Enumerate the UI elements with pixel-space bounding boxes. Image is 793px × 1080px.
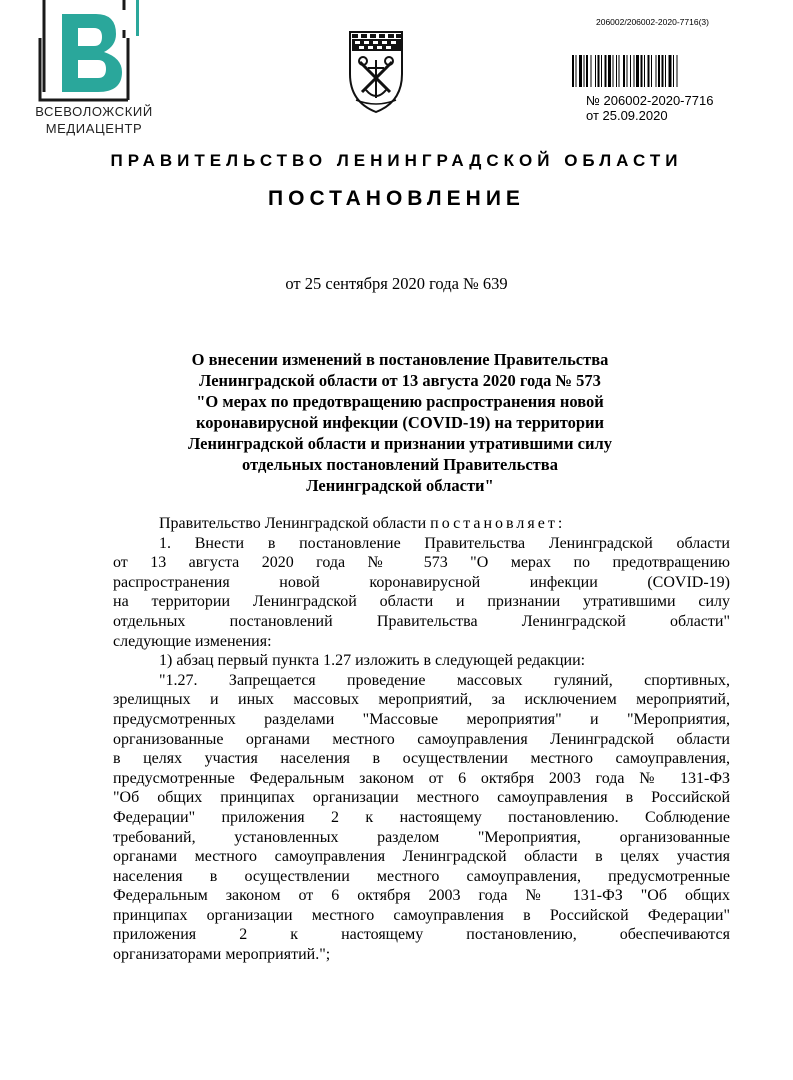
document-code: 206002/206002-2020-7716(3) — [596, 17, 709, 27]
body-line: Федерации" приложения 2 к настоящему постановлению. Соблюдение — [113, 808, 730, 826]
body-line: "Об общих принципах организации местного самоуправления в Российской — [113, 789, 730, 807]
body-line: приложения 2 к настоящему постановлению, обеспечиваются — [113, 926, 730, 944]
body-line: на территории Ленинградской области и признании утратившими силу — [113, 593, 730, 611]
subject-line: Ленинградской области" — [306, 476, 494, 495]
body-line: в целях участия населения в осуществлении местного самоуправления, — [113, 750, 730, 768]
body-line: принципах организации местного самоуправления в Российской Федерации" — [113, 906, 730, 924]
registration-number: № 206002-2020-7716 — [586, 93, 714, 108]
body-line: отдельных постановлений Правительства Ленинградской области" — [113, 612, 730, 630]
body-line: требований, установленных разделом "Мероприятия, организованные — [113, 828, 730, 846]
subject-line: О внесении изменений в постановление Правительства — [191, 350, 609, 369]
body-line: от 13 августа 2020 года № 573 "О мерах по предотвращению — [113, 554, 730, 572]
document-subject — [100, 349, 700, 496]
subject-line: коронавирусной инфекции (COVID-19) на территории — [195, 413, 605, 432]
body-line: предусмотренных разделами "Массовые мероприятия" и "Мероприятия, — [113, 710, 730, 728]
registration-date: от 25.09.2020 — [586, 108, 668, 123]
body-line: органами местного самоуправления Ленинградской области в целях участия — [113, 848, 730, 866]
leningrad-oblast-coat-of-arms-icon — [346, 28, 406, 114]
body-line: предусмотренные Федеральным законом от 6 октября 2003 года № 131-ФЗ — [113, 769, 730, 787]
preamble — [113, 514, 730, 534]
mediacenter-logo-icon — [36, 0, 142, 102]
body-line: Федеральным законом от 6 октября 2003 года № 131-ФЗ "Об общих — [113, 887, 730, 905]
body-line: организованные органами местного самоуправления Ленинградской области — [113, 730, 730, 748]
body-line: распространения новой коронавирусной инфекции (COVID-19) — [113, 573, 730, 591]
body-line: 1) абзац первый пункта 1.27 изложить в следующей редакции: — [159, 652, 586, 670]
body-line: "1.27. Запрещается проведение массовых гуляний, спортивных, — [159, 671, 730, 689]
body-line: 1. Внести в постановление Правительства Ленинградской области — [159, 534, 730, 552]
document-date-number: от 25 сентября 2020 года № 639 — [285, 274, 508, 293]
body-line: следующие изменения: — [113, 632, 272, 650]
logo-text-line2: МЕДИАЦЕНТР — [45, 121, 143, 136]
preamble-text: Правительство Ленинградской области — [159, 515, 427, 532]
subject-line: отдельных постановлений Правительства — [242, 455, 558, 474]
document-type: ПОСТАНОВЛЕНИЕ — [268, 187, 525, 210]
body-line: населения в осуществлении местного самоуправления, предусмотренные — [113, 867, 730, 885]
body-line: организаторами мероприятий."; — [113, 946, 331, 964]
government-title: ПРАВИТЕЛЬСТВО ЛЕНИНГРАДСКОЙ ОБЛАСТИ — [110, 151, 683, 170]
logo-text-line1: ВСЕВОЛОЖСКИЙ — [35, 104, 153, 119]
document-body — [113, 514, 730, 965]
coat-of-arms-emblem — [346, 28, 406, 119]
preamble-decree-word: постановляет: — [430, 515, 566, 532]
subject-line: Ленинградской области и признании утратившими силу — [187, 434, 613, 453]
subject-line: Ленинградской области от 13 августа 2020 года № 573 — [199, 371, 601, 390]
body-line: зрелищных и иных массовых мероприятий, за исключением мероприятий, — [113, 691, 730, 709]
subject-line: "О мерах по предотвращению распространения новой — [196, 392, 604, 411]
mediacenter-logo — [14, 0, 154, 140]
barcode-icon — [572, 55, 732, 87]
